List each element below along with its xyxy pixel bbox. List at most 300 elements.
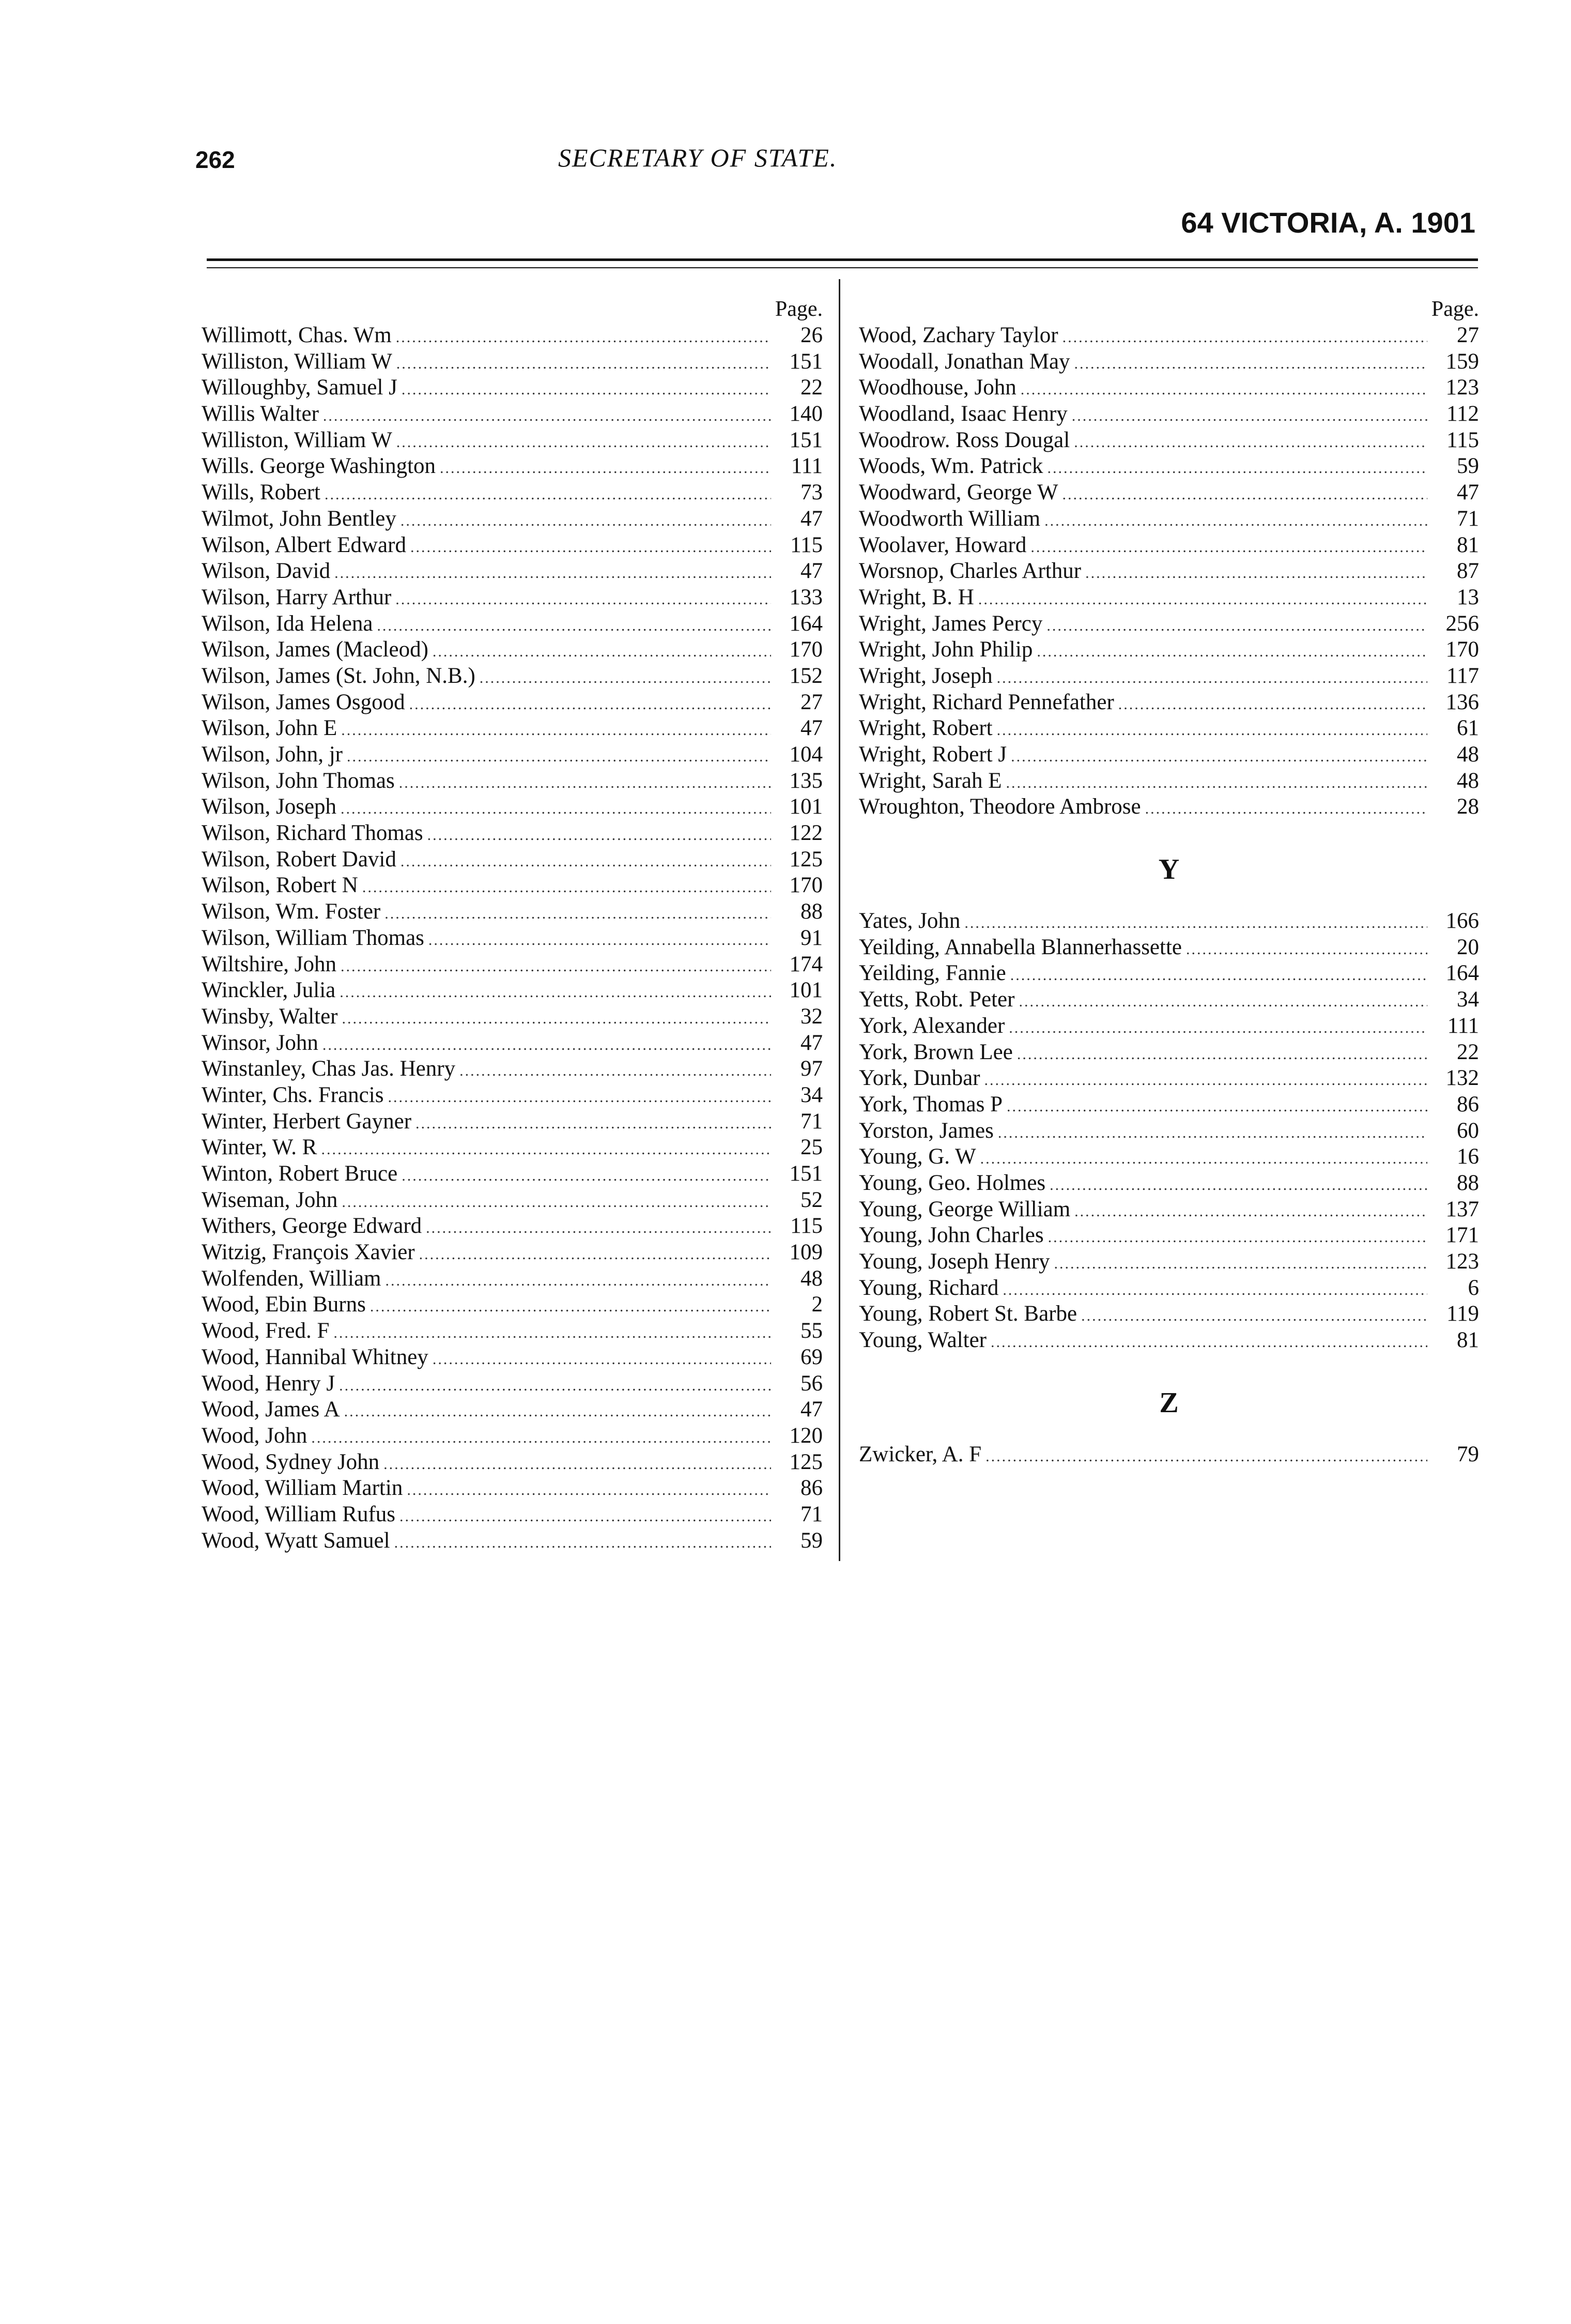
entry-page: 27 [800,690,823,714]
index-entry [859,663,1479,690]
dot-leader [377,613,771,637]
dot-leader [388,1084,771,1109]
index-list-left [202,323,823,1554]
index-entry [202,899,823,925]
index-entry [859,908,1479,935]
entry-name: Young, Walter [859,1328,987,1353]
entry-name: Young, Richard [859,1275,999,1300]
dot-leader [1054,1251,1427,1275]
index-entry [859,1222,1479,1249]
dot-leader [409,692,771,716]
section-letter-z: Z [1159,1386,1179,1419]
entry-page: 111 [791,454,823,479]
index-entry [202,349,823,375]
entry-page: 25 [800,1135,823,1160]
entry-name: Wood, William Rufus [202,1502,396,1526]
entry-name: Woolaver, Howard [859,532,1027,557]
dot-leader [1037,639,1427,663]
entry-name: Woodward, George W [859,480,1058,505]
index-entry [202,401,823,427]
page-column-heading: Page. [1431,297,1479,321]
dot-leader [311,1425,771,1449]
dot-leader [415,1111,771,1135]
entry-name: Wood, John [202,1423,307,1448]
dot-leader [341,954,771,978]
entry-page: 115 [790,1214,823,1239]
index-entry [859,1301,1479,1327]
dot-leader [1019,989,1427,1013]
entry-page: 47 [800,716,823,741]
index-entry [202,637,823,663]
header-rule-thick [207,258,1478,261]
entry-page: 97 [800,1057,823,1081]
dot-leader [1006,770,1428,794]
dot-leader [997,665,1427,690]
index-entry [859,558,1479,585]
index-entry [202,1318,823,1344]
session-label: 64 VICTORIA, A. 1901 [1181,206,1475,239]
index-entry [202,532,823,559]
entry-name: York, Brown Lee [859,1039,1013,1064]
dot-leader [322,1032,771,1057]
entry-page: 55 [800,1319,823,1343]
index-entry [202,1082,823,1109]
entry-name: Winter, W. R [202,1135,317,1160]
entry-name: Young, John Charles [859,1223,1044,1248]
entry-page: 122 [789,821,823,846]
entry-page: 120 [789,1423,823,1448]
dot-leader [991,1329,1427,1354]
entry-page: 111 [1447,1013,1479,1038]
entry-page: 171 [1445,1223,1479,1248]
entry-name: Young, G. W [859,1144,976,1169]
dot-leader [1007,1094,1427,1118]
entry-name: Wilson, James (St. John, N.B.) [202,663,475,688]
entry-name: Wright, John Philip [859,637,1033,662]
dot-leader [396,430,771,454]
entry-name: Wilson, Wm. Foster [202,899,381,924]
entry-name: Wilson, Harry Arthur [202,585,392,609]
entry-name: Wright, Robert [859,716,993,741]
entry-page: 47 [800,559,823,584]
dot-leader [1062,325,1427,349]
index-entry [859,1039,1479,1066]
entry-page: 104 [789,742,823,767]
index-entry [859,742,1479,768]
index-entry [202,611,823,637]
entry-name: Wood, William Martin [202,1476,403,1501]
index-entry [202,1475,823,1502]
index-entry [202,873,823,899]
entry-page: 6 [1468,1275,1479,1300]
dot-leader [1118,692,1427,716]
entry-name: Wolfenden, William [202,1266,381,1291]
entry-page: 13 [1457,585,1479,609]
dot-leader [1074,1199,1427,1223]
index-entry [202,820,823,847]
entry-page: 81 [1457,532,1479,557]
dot-leader [321,1137,771,1161]
entry-page: 69 [800,1344,823,1369]
entry-page: 22 [1457,1039,1479,1064]
index-entry [202,1344,823,1371]
entry-page: 26 [800,323,823,347]
index-entry [202,690,823,716]
dot-leader [433,639,771,663]
entry-page: 164 [1445,961,1479,986]
index-entry [202,794,823,820]
dot-leader [1074,351,1427,375]
index-entry [202,663,823,690]
entry-name: Wroughton, Theodore Ambrose [859,794,1141,819]
entry-name: Wilson, Robert David [202,847,396,872]
dot-leader [402,1163,771,1187]
entry-page: 152 [789,663,823,688]
entry-page: 56 [800,1371,823,1396]
index-entry [202,427,823,454]
entry-page: 47 [1457,480,1479,505]
entry-page: 91 [800,925,823,950]
entry-name: York, Alexander [859,1013,1005,1038]
entry-name: Wood, Sydney John [202,1449,380,1474]
entry-page: 61 [1457,716,1479,741]
entry-name: Wright, Richard Pennefather [859,690,1114,714]
dot-leader [401,849,771,873]
dot-leader [342,1189,771,1214]
index-entry [202,1109,823,1135]
page-number: 262 [195,146,235,173]
index-column-right [859,297,1479,1467]
entry-name: Wright, Joseph [859,663,993,688]
entry-name: Wiseman, John [202,1187,338,1212]
dot-leader [1030,534,1427,559]
index-entry [859,1249,1479,1275]
entry-page: 123 [1445,375,1479,400]
entry-page: 136 [1445,690,1479,714]
dot-leader [1044,508,1427,532]
entry-page: 34 [1457,987,1479,1012]
dot-leader [980,1146,1427,1170]
entry-page: 16 [1457,1144,1479,1169]
entry-page: 112 [1446,402,1479,426]
entry-page: 71 [800,1502,823,1526]
dot-leader [1017,1042,1427,1066]
dot-leader [407,1477,771,1502]
entry-name: York, Thomas P [859,1092,1003,1117]
dot-leader [1048,1225,1427,1249]
dot-leader [998,1120,1427,1144]
index-entry [859,1197,1479,1223]
entry-name: Woodhouse, John [859,375,1016,400]
entry-name: Wood, Zachary Taylor [859,323,1058,347]
index-entry [859,637,1479,663]
entry-name: Wills, Robert [202,480,320,505]
entry-name: Young, Robert St. Barbe [859,1302,1077,1326]
index-column-left [202,297,823,1554]
dot-leader [459,1058,771,1082]
entry-page: 170 [789,873,823,898]
index-list-w [859,323,1479,820]
index-entry [859,480,1479,506]
index-entry [202,585,823,611]
entry-name: Wilson, Ida Helena [202,611,373,636]
dot-leader [1085,560,1427,585]
index-entry [202,1423,823,1449]
entry-name: Winckler, Julia [202,978,336,1003]
entry-name: Worsnop, Charles Arthur [859,559,1082,584]
index-entry [859,427,1479,454]
index-entry [202,952,823,978]
entry-page: 151 [789,349,823,374]
entry-page: 132 [1445,1066,1479,1091]
index-entry [859,1170,1479,1197]
index-entry [859,585,1479,611]
entry-page: 81 [1457,1328,1479,1353]
dot-leader [1050,1172,1427,1197]
entry-name: Witzig, François Xavier [202,1240,415,1265]
entry-page: 125 [789,847,823,872]
entry-name: Williston, William W [202,349,392,374]
entry-page: 135 [789,768,823,793]
entry-page: 86 [800,1476,823,1501]
dot-leader [340,980,771,1004]
entry-name: Wright, James Percy [859,611,1043,636]
index-entry [202,1056,823,1082]
entry-page: 73 [800,480,823,505]
index-entry [202,925,823,952]
entry-name: Willis Walter [202,402,319,426]
entry-page: 140 [789,402,823,426]
entry-page: 48 [1457,768,1479,793]
index-entry [859,960,1479,987]
entry-page: 86 [1457,1092,1479,1117]
entry-name: Yetts, Robt. Peter [859,987,1015,1012]
entry-page: 47 [800,1030,823,1055]
dot-leader [984,1067,1427,1092]
index-entry [859,690,1479,716]
column-divider [839,279,840,1561]
entry-name: Winter, Chs. Francis [202,1082,384,1107]
entry-name: Withers, George Edward [202,1214,422,1239]
entry-page: 170 [789,637,823,662]
entry-page: 151 [789,1161,823,1186]
dot-leader [341,796,771,820]
entry-page: 101 [789,794,823,819]
index-entry [202,1161,823,1187]
entry-name: Young, Joseph Henry [859,1249,1050,1274]
index-entry [859,1275,1479,1302]
entry-page: 159 [1445,349,1479,374]
entry-page: 32 [800,1004,823,1029]
entry-name: Wood, Wyatt Samuel [202,1528,390,1553]
entry-page: 117 [1446,663,1479,688]
entry-page: 48 [1457,742,1479,767]
dot-leader [341,717,771,742]
dot-leader [1011,744,1427,768]
index-entry [202,1187,823,1214]
index-entry [202,742,823,768]
index-entry [859,349,1479,375]
index-entry [202,977,823,1004]
entry-name: Woodall, Jonathan May [859,349,1070,374]
entry-name: Wilson, John, jr [202,742,343,767]
entry-page: 101 [789,978,823,1003]
index-entry [202,323,823,349]
index-entry [859,1442,1479,1468]
dot-leader [440,455,771,480]
header-rule-thin [207,267,1478,268]
dot-leader [978,587,1427,611]
entry-page: 20 [1457,935,1479,959]
index-entry [202,1030,823,1057]
entry-page: 119 [1446,1302,1479,1326]
entry-name: Young, George William [859,1197,1071,1221]
entry-page: 22 [800,375,823,400]
dot-leader [325,482,771,506]
page-column-heading: Page. [775,297,823,321]
index-entry [859,1118,1479,1144]
index-entry [202,1528,823,1554]
entry-page: 2 [811,1292,823,1317]
entry-name: Wilson, Joseph [202,794,337,819]
index-entry [202,1397,823,1423]
entry-page: 71 [1457,506,1479,531]
entry-name: Wilson, Richard Thomas [202,821,423,846]
dot-leader [395,587,771,611]
index-entry [859,611,1479,637]
index-entry [202,480,823,506]
entry-page: 52 [800,1187,823,1212]
entry-page: 109 [789,1240,823,1265]
entry-page: 166 [1445,909,1479,934]
index-entry [859,987,1479,1013]
dot-leader [1047,455,1427,480]
dot-leader [396,351,771,375]
dot-leader [344,1399,771,1423]
dot-leader [394,1530,771,1554]
dot-leader [964,910,1427,935]
entry-name: Woodland, Isaac Henry [859,402,1068,426]
index-entry [202,375,823,401]
dot-leader [997,717,1427,742]
index-entry [202,1266,823,1292]
entry-page: 133 [789,585,823,609]
index-list-y [859,908,1479,1354]
dot-leader [1009,1015,1427,1039]
entry-page: 47 [800,1397,823,1422]
index-entry [202,1213,823,1240]
entry-page: 137 [1445,1197,1479,1221]
entry-name: Wilson, Albert Edward [202,532,406,557]
dot-leader [334,560,771,585]
dot-leader [427,822,771,847]
dot-leader [433,1347,771,1371]
entry-name: Yeilding, Annabella Blannerhassette [859,935,1182,959]
entry-page: 115 [790,532,823,557]
index-entry [202,1502,823,1528]
entry-name: Wood, Hannibal Whitney [202,1344,428,1369]
index-entry [859,401,1479,427]
entry-name: Wood, James A [202,1397,340,1422]
dot-leader [1186,937,1427,961]
entry-name: Winsby, Walter [202,1004,338,1029]
entry-name: Woods, Wm. Patrick [859,454,1043,479]
entry-name: Wilson, William Thomas [202,925,424,950]
index-entry [859,1327,1479,1354]
entry-name: Yorston, James [859,1118,994,1143]
index-entry [859,794,1479,820]
dot-leader [339,1373,771,1397]
dot-leader [1021,377,1427,401]
dot-leader [419,1242,771,1266]
entry-page: 87 [1457,559,1479,584]
dot-leader [370,1294,771,1318]
entry-name: Willimott, Chas. Wm [202,323,392,347]
index-entry [859,1144,1479,1170]
dot-leader [480,665,771,690]
entry-page: 123 [1445,1249,1479,1274]
index-list-z [859,1442,1479,1468]
dot-leader [1081,1303,1427,1327]
dot-leader [384,901,771,925]
running-head: SECRETARY OF STATE. [558,143,838,172]
entry-name: Wiltshire, John [202,952,337,976]
entry-name: Yates, John [859,909,961,934]
entry-name: Williston, William W [202,427,392,452]
dot-leader [396,325,771,349]
index-entry [202,1135,823,1161]
entry-page: 88 [1457,1170,1479,1195]
entry-page: 71 [800,1109,823,1134]
dot-leader [399,1504,771,1528]
index-entry [202,768,823,794]
entry-name: Wilson, James (Macleod) [202,637,428,662]
index-entry [859,1065,1479,1092]
entry-name: Wilson, David [202,559,331,584]
entry-page: 170 [1445,637,1479,662]
entry-name: Winstanley, Chas Jas. Henry [202,1057,456,1081]
dot-leader [1010,962,1427,987]
index-entry [202,1240,823,1266]
section-letter-y: Y [1158,853,1180,886]
entry-name: Winton, Robert Bruce [202,1161,398,1186]
entry-page: 88 [800,899,823,924]
index-entry [202,715,823,742]
entry-name: Wilson, John E [202,716,337,741]
index-entry [859,506,1479,532]
index-entry [859,768,1479,794]
entry-page: 256 [1445,611,1479,636]
index-entry [202,1292,823,1318]
index-entry [202,453,823,480]
entry-name: Woodworth William [859,506,1041,531]
entry-name: Wood, Ebin Burns [202,1292,366,1317]
entry-name: Wilson, James Osgood [202,690,405,714]
entry-name: Wright, Robert J [859,742,1007,767]
index-entry [859,1013,1479,1039]
dot-leader [401,508,771,532]
entry-page: 164 [789,611,823,636]
dot-leader [1072,403,1427,427]
entry-name: Wilson, John Thomas [202,768,395,793]
index-entry [859,453,1479,480]
entry-name: Willoughby, Samuel J [202,375,397,400]
entry-page: 28 [1457,794,1479,819]
dot-leader [1003,1277,1427,1302]
index-entry [202,558,823,585]
dot-leader [342,1006,771,1030]
dot-leader [426,1215,771,1240]
